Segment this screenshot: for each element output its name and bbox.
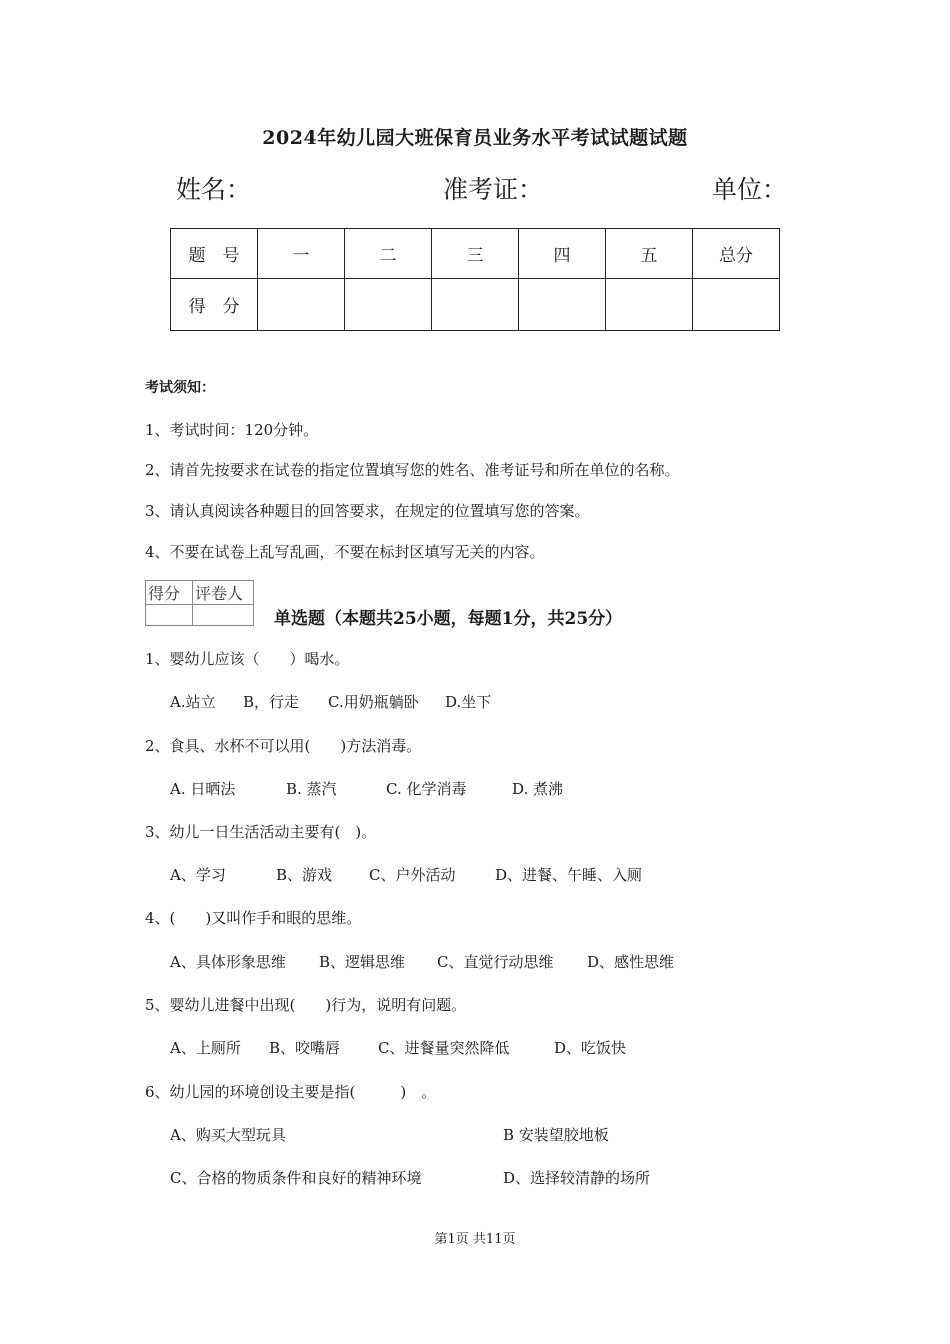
grader-name-cell[interactable] <box>193 605 254 626</box>
score-cell[interactable] <box>345 279 432 331</box>
notice-item: 2、请首先按要求在试卷的指定位置填写您的姓名、准考证号和所在单位的名称。 <box>145 461 680 479</box>
grader-name-label: 评卷人 <box>193 581 254 605</box>
unit-field-label: 单位： <box>712 175 788 204</box>
page-footer: 第1页 共11页 <box>434 1232 516 1247</box>
question-option: A、学习 <box>170 866 226 884</box>
question-stem: 4、( )又叫作手和眼的思维。 <box>145 909 362 927</box>
notice-item: 1、考试时间：120分钟。 <box>145 421 319 439</box>
question-option: A. 日晒法 <box>170 780 236 798</box>
question-option: B、逻辑思维 <box>319 953 406 971</box>
question-option: A、上厕所 <box>170 1039 241 1057</box>
question-option: D.坐下 <box>445 693 492 711</box>
score-table-header-cell: 二 <box>345 229 432 279</box>
exam-number-field-label: 准考证： <box>443 175 544 204</box>
score-table-header-cell: 三 <box>432 229 519 279</box>
score-cell[interactable] <box>432 279 519 331</box>
question-stem: 1、婴幼儿应该（ ）喝水。 <box>145 650 350 668</box>
question-stem: 5、婴幼儿进餐中出现( )行为，说明有问题。 <box>145 996 467 1014</box>
question-option: C、户外活动 <box>369 866 456 884</box>
question-option: B、咬嘴唇 <box>269 1039 341 1057</box>
page-title: 2024年幼儿园大班保育员业务水平考试试题试题 <box>262 127 688 149</box>
score-cell[interactable] <box>693 279 780 331</box>
question-option: D. 煮沸 <box>512 780 564 798</box>
grader-score-label: 得分 <box>146 581 193 605</box>
grader-box <box>145 580 254 626</box>
question-option: A.站立 <box>170 693 216 711</box>
notice-heading: 考试须知： <box>145 380 215 396</box>
score-table-header-cell: 一 <box>258 229 345 279</box>
question-stem: 2、食具、水杯不可以用( )方法消毒。 <box>145 737 422 755</box>
score-table-header-row <box>171 229 780 279</box>
score-table-header-cell: 题 号 <box>171 229 258 279</box>
question-option: D、选择较清静的场所 <box>503 1169 651 1187</box>
score-table-score-row <box>171 279 780 331</box>
question-option: B. 蒸汽 <box>286 780 337 798</box>
score-cell[interactable] <box>519 279 606 331</box>
score-table-header-cell: 五 <box>606 229 693 279</box>
question-option: D、感性思维 <box>587 953 675 971</box>
score-cell[interactable] <box>606 279 693 331</box>
question-option: B 安装望胶地板 <box>503 1126 609 1144</box>
question-stem: 6、幼儿园的环境创设主要是指( ) 。 <box>145 1083 437 1101</box>
question-option: B、游戏 <box>276 866 333 884</box>
question-option: A、具体形象思维 <box>170 953 286 971</box>
grader-score-cell[interactable] <box>146 605 193 626</box>
question-stem: 3、幼儿一日生活活动主要有( )。 <box>145 823 377 841</box>
question-option: C.用奶瓶躺卧 <box>328 693 419 711</box>
question-option: D、吃饭快 <box>554 1039 627 1057</box>
question-option: B，行走 <box>243 693 300 711</box>
notice-item: 4、不要在试卷上乱写乱画，不要在标封区填写无关的内容。 <box>145 543 545 561</box>
notice-item: 3、请认真阅读各种题目的回答要求，在规定的位置填写您的答案。 <box>145 502 590 520</box>
question-option: C、合格的物质条件和良好的精神环境 <box>170 1169 422 1187</box>
score-table <box>170 228 780 331</box>
name-field-label: 姓名： <box>176 175 252 204</box>
section-title: 单选题（本题共25小题，每题1分，共25分） <box>274 609 623 629</box>
question-option: C、直觉行动思维 <box>437 953 554 971</box>
question-option: C. 化学消毒 <box>386 780 467 798</box>
score-table-header-cell: 总分 <box>693 229 780 279</box>
score-table-header-cell: 四 <box>519 229 606 279</box>
question-option: D、进餐、午睡、入厕 <box>495 866 643 884</box>
score-cell[interactable] <box>258 279 345 331</box>
question-option: A、购买大型玩具 <box>170 1126 286 1144</box>
score-row-label: 得 分 <box>171 279 258 331</box>
question-option: C、进餐量突然降低 <box>378 1039 510 1057</box>
